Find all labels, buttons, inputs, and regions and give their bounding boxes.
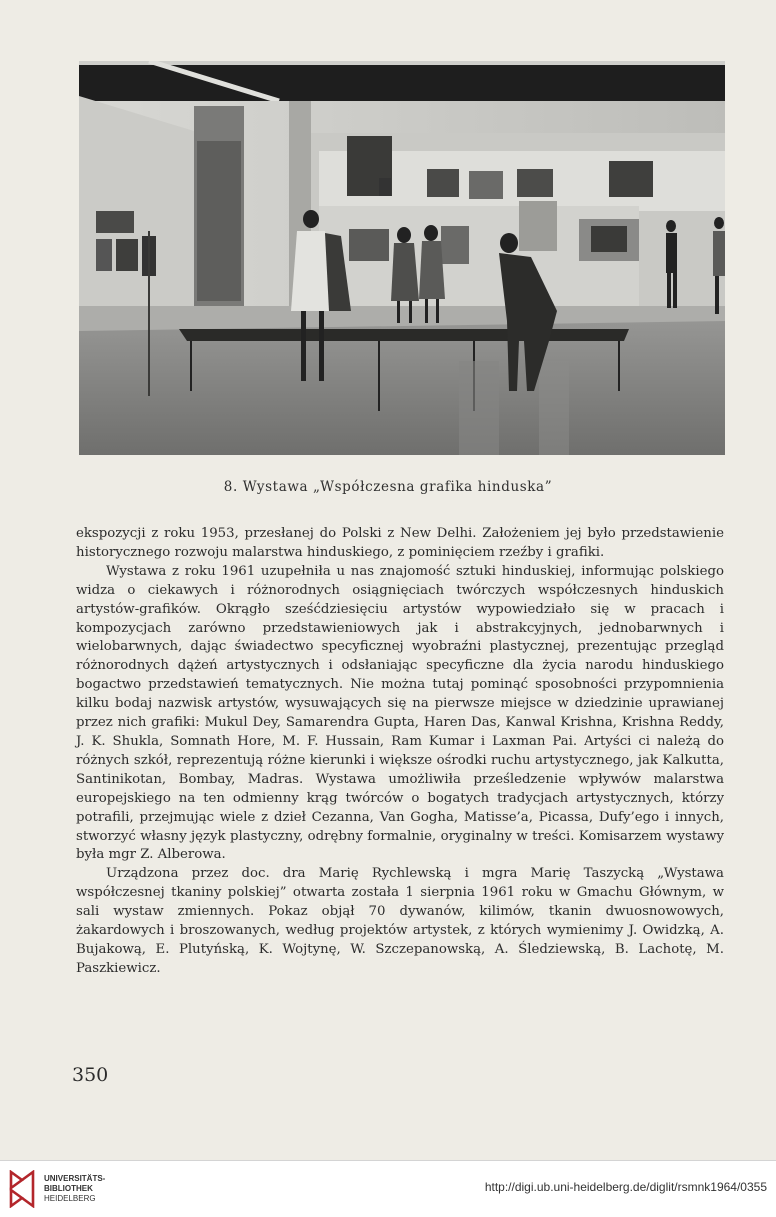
library-name-line-3: HEIDELBERG (44, 1194, 96, 1203)
digital-copy-url[interactable]: http://digi.ub.uni-heidelberg.de/diglit/rsmnk1964/0355 (484, 1180, 767, 1194)
exhibition-photo-icon (79, 61, 725, 455)
heidelberg-library-logo-icon (8, 1170, 36, 1208)
paragraph-2: Wystawa z roku 1961 uzupełniła u nas znajomość sztuki hinduskiej, informując polskiego widza o ciekawych i różnorodnych osiągnięciach twórczych współczesnych hinduskich artystów-grafików. Okrągło sześćdziesięciu artystów wypowiedziało się w pracach i kompozycjach zarówno przedstawieniowych jak i abstrakcyjnych, jednobarwnych i wielobarwnych, dając świadectwo specyficznej wyobraźni plastycznej, prezentując przegląd różnorodnych dążeń artystycznych i odsłaniając specyficzne dla życia narodu hinduskiego bogactwo przedstawień tematycznych. Nie można tutaj pominąć sposobności przypomnienia kilku bodaj nazwisk artystów, wysuwających się na pierwsze miejsce w dziedzinie uprawianej przez nich grafiki: Mukul Dey, Samarendra Gupta, Haren Das, Kanwal Krishna, Krishna Reddy, J. K. Shukla, Somnath Hore, M. F. Hussain, Ram Kumar i Laxman Pai. Artyści ci należą do różnych szkół, reprezentują różne kierunki i większe ośrodki ruchu artystycznego, jak Kalkutta, Santinikotan, Bombay, Madras. Wystawa umożliwiła prześledzenie wpływów malarstwa europejskiego na ten odmienny krąg twórców o bogatych tradycjach artystycznych, którzy potrafili, przejmując wiele z dzieł Cezanna, Van Gogha, Matisse’a, Picassa, Dufy’ego i innych, stworzyć własny język plastyczny, odrębny formalnie, oryginalny w treści. Komisarzem wystawy była mgr Z. Alberowa. (76, 563, 724, 863)
page-number: 350 (72, 1064, 109, 1086)
exhibition-photo (79, 61, 725, 455)
figure-caption: 8. Wystawa „Współczesna grafika hinduska” (223, 479, 553, 495)
library-name-line-2: BIBLIOTHEK (44, 1184, 93, 1193)
body-text (76, 525, 724, 979)
library-footer (0, 1160, 776, 1217)
paragraph-1: ekspozycji z roku 1953, przesłanej do Polski z New Delhi. Założeniem jej było przedstawienie historycznego rozwoju malarstwa hinduskiego, z pominięciem rzeźby i grafiki. (76, 526, 724, 560)
paragraph-3: Urządzona przez doc. dra Marię Rychlewską i mgra Marię Taszycką „Wystawa współczesnej tkaniny polskiej” otwarta została 1 sierpnia 1961 roku w Gmachu Głównym, w sali wystaw zmiennych. Pokaz objął 70 dywanów, kilimów, tkanin dwuosnowowych, żakardowych i broszowanych, według projektów artystek, z których wymienimy J. Owidzką, A. Bujakową, E. Plutyńską, K. Wojtynę, W. Szczepanowską, A. Śledziewską, B. Lachotę, M. Paszkiewicz. (76, 866, 724, 976)
library-name-line-1: UNIVERSITÄTS- (44, 1174, 106, 1183)
library-name (44, 1174, 105, 1204)
